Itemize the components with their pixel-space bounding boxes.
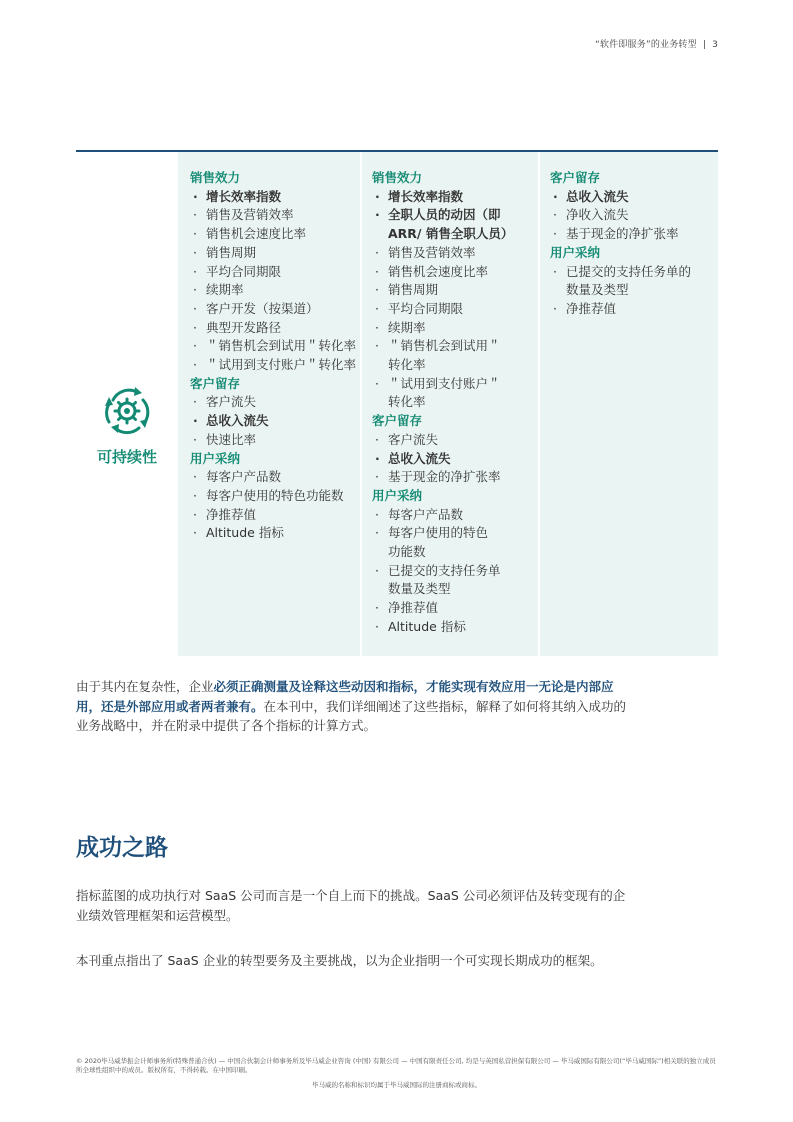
- metric-text: 总收入流失: [388, 450, 451, 466]
- bullet-icon: ·: [375, 469, 379, 485]
- bullet-icon: ·: [193, 413, 198, 429]
- metric-item: [372, 263, 538, 282]
- bullet-icon: ·: [193, 244, 197, 260]
- metric-text: 客户流失: [388, 431, 439, 447]
- body-paragraph-1: 指标蓝图的成功执行对 SaaS 公司而言是一个自上而下的挑战。SaaS 公司必须评估及转变现有的企业绩效管理框架和运营模型。: [76, 888, 626, 923]
- section-title: 成功之路: [76, 835, 168, 861]
- metric-item: [372, 450, 538, 469]
- metrics-column-1: [178, 152, 360, 656]
- metric-text: 销售及营销效率: [206, 207, 294, 223]
- header-separator: |: [702, 40, 707, 50]
- metric-item: [372, 562, 538, 599]
- category-heading: 客户留存: [190, 375, 241, 391]
- bullet-icon: ·: [375, 244, 379, 260]
- metric-text-continued: 数量及类型: [388, 581, 451, 597]
- metric-text: ＂试用到支付账户＂转化率: [206, 357, 357, 373]
- metric-item: [372, 468, 538, 487]
- metric-text: 总收入流失: [206, 413, 269, 429]
- bullet-icon: ·: [375, 562, 379, 578]
- metric-text: 平均合同期限: [388, 300, 464, 316]
- footer-legal: © 2020毕马威华振会计师事务所(特殊普通合伙) — 中国合伙制会计师事务所及毕马威企业咨询 (中国) 有限公司 — 中国有限责任公司, 均是与英国私营担保有限公司 — 毕马威国际有限公司(“毕马威国际”)相关联的独立成员所全球性组织中的成员。版权所有，不得转载。在中国印刷。: [76, 1057, 716, 1074]
- metric-item: [372, 281, 538, 300]
- metric-text: 平均合同期限: [206, 263, 282, 279]
- bullet-icon: ·: [375, 375, 379, 391]
- metric-item: [190, 206, 360, 225]
- side-column: [76, 152, 178, 656]
- bullet-icon: ·: [375, 431, 379, 447]
- metric-item: [372, 319, 538, 338]
- metric-text: 增长效率指数: [206, 188, 282, 204]
- metric-text: ＂销售机会到试用＂: [388, 338, 501, 354]
- bullet-icon: ·: [375, 300, 379, 316]
- metric-item: [372, 337, 538, 374]
- bullet-icon: ·: [193, 263, 197, 279]
- bullet-icon: ·: [193, 487, 197, 503]
- metric-text: 总收入流失: [566, 188, 629, 204]
- side-label: 可持续性: [96, 447, 157, 466]
- bullet-icon: ·: [193, 357, 197, 373]
- metric-text: 续期率: [206, 282, 244, 298]
- bullet-icon: ·: [553, 188, 558, 204]
- metric-text: 净推荐值: [388, 600, 439, 616]
- metric-text: 每客户产品数: [206, 469, 282, 485]
- metric-item: [190, 506, 360, 525]
- paragraph1-tail: 在本刊中，我们详细阐述了这些指标，解释了如何将其纳入成功的业务战略中，并在附录中提供了各个指标的计算方式。: [76, 698, 627, 733]
- recycle-gear-icon: [99, 382, 155, 438]
- bullet-icon: ·: [375, 207, 380, 223]
- metric-text: 销售机会速度比率: [388, 263, 489, 279]
- metric-text: 基于现金的净扩张率: [566, 226, 679, 242]
- metric-item: [372, 431, 538, 450]
- bullet-icon: ·: [193, 506, 197, 522]
- metric-text: Altitude 指标: [206, 525, 284, 541]
- metric-item: [190, 188, 360, 207]
- bullet-icon: ·: [553, 300, 557, 316]
- metrics-column-3: [540, 152, 718, 656]
- bullet-icon: ·: [375, 618, 379, 634]
- body-paragraph-2: 本刊重点指出了 SaaS 企业的转型要务及主要挑战，以为企业指明一个可实现长期成功的框架。: [76, 953, 603, 968]
- metric-text: 净推荐值: [566, 300, 617, 316]
- bullet-icon: ·: [193, 319, 197, 335]
- metric-item: [372, 188, 538, 207]
- intro-paragraph: [76, 677, 636, 736]
- category-heading: 客户留存: [550, 170, 601, 185]
- bullet-icon: ·: [375, 450, 380, 466]
- metric-item: [190, 356, 360, 375]
- category-heading: 销售效力: [190, 170, 241, 185]
- bullet-icon: ·: [375, 319, 379, 335]
- metric-text-continued: 转化率: [388, 357, 426, 373]
- metric-item: [550, 225, 718, 244]
- paragraph1-highlight: 必须正确测量及诠释这些动因和指标，才能实现有效应用一无论是内部应用，还是外部应用或者两者兼有。: [76, 679, 614, 714]
- bullet-icon: ·: [193, 226, 197, 242]
- bullet-icon: ·: [375, 506, 379, 522]
- metric-text: 客户流失: [206, 394, 257, 410]
- metric-text: ＂试用到支付账户＂: [388, 375, 501, 391]
- metric-item: [190, 487, 360, 506]
- metric-text: 典型开发路径: [206, 319, 282, 335]
- metric-item: [372, 506, 538, 525]
- bullet-icon: ·: [193, 431, 197, 447]
- metric-item: [190, 225, 360, 244]
- metric-text: 每客户产品数: [388, 506, 464, 522]
- bullet-icon: ·: [193, 188, 198, 204]
- metric-text-continued: 转化率: [388, 394, 426, 410]
- bullet-icon: ·: [193, 394, 197, 410]
- metric-text-continued: 数量及类型: [566, 282, 629, 298]
- metric-text-continued: ARR/ 销售全职人员）: [388, 226, 514, 242]
- metric-text: 快速比率: [206, 431, 257, 447]
- metric-item: [190, 300, 360, 319]
- metric-item: [190, 412, 360, 431]
- bullet-icon: ·: [375, 525, 379, 541]
- metric-text: 增长效率指数: [388, 188, 464, 204]
- metric-item: [190, 319, 360, 338]
- metric-text: Altitude 指标: [388, 618, 466, 634]
- metric-text: 客户开发（按渠道）: [206, 300, 319, 316]
- category-heading: 用户采纳: [372, 487, 423, 503]
- bullet-icon: ·: [193, 469, 197, 485]
- metric-item: [372, 599, 538, 618]
- metric-item: [190, 468, 360, 487]
- metric-text: 已提交的支持任务单的: [566, 263, 692, 279]
- metric-item: [190, 263, 360, 282]
- bullet-icon: ·: [193, 338, 197, 354]
- bullet-icon: ·: [375, 263, 379, 279]
- metric-item: [372, 375, 538, 412]
- bullet-icon: ·: [375, 338, 379, 354]
- category-heading: 客户留存: [372, 413, 423, 429]
- metric-item: [190, 524, 360, 543]
- page-number: 3: [712, 40, 718, 50]
- metric-item: [190, 281, 360, 300]
- metric-text-continued: 功能数: [388, 544, 426, 560]
- bullet-icon: ·: [553, 207, 557, 223]
- metric-text: 已提交的支持任务单: [388, 562, 501, 578]
- metric-text: 每客户使用的特色功能数: [206, 487, 344, 503]
- metric-text: 净收入流失: [566, 207, 629, 223]
- header-title: “软件即服务”的业务转型: [595, 40, 697, 50]
- metric-item: [550, 188, 718, 207]
- metric-item: [372, 300, 538, 319]
- bullet-icon: ·: [375, 600, 379, 616]
- metric-text: 每客户使用的特色: [388, 525, 489, 541]
- bullet-icon: ·: [553, 226, 557, 242]
- metric-text: 销售及营销效率: [388, 244, 476, 260]
- category-heading: 销售效力: [372, 170, 423, 185]
- bullet-icon: ·: [375, 282, 379, 298]
- metric-text: 全职人员的动因（即: [388, 207, 501, 223]
- metric-text: ＂销售机会到试用＂转化率: [206, 338, 357, 354]
- metric-item: [190, 393, 360, 412]
- bullet-icon: ·: [553, 263, 557, 279]
- metric-text: 销售机会速度比率: [206, 226, 307, 242]
- metric-item: [372, 244, 538, 263]
- metric-text: 销售周期: [206, 244, 257, 260]
- metric-text: 净推荐值: [206, 506, 257, 522]
- metric-text: 销售周期: [388, 282, 439, 298]
- page-header: [595, 37, 718, 50]
- metric-item: [190, 337, 360, 356]
- bullet-icon: ·: [193, 207, 197, 223]
- metric-item: [190, 431, 360, 450]
- bullet-icon: ·: [193, 282, 197, 298]
- metric-item: [190, 244, 360, 263]
- metric-item: [550, 206, 718, 225]
- bullet-icon: ·: [193, 300, 197, 316]
- category-heading: 用户采纳: [550, 244, 601, 260]
- paragraph1-lead: 由于其内在复杂性，企业: [76, 679, 214, 694]
- bullet-icon: ·: [193, 525, 197, 541]
- metric-text: 基于现金的净扩张率: [388, 469, 501, 485]
- metrics-table: [76, 150, 718, 656]
- metrics-column-2: [362, 152, 538, 656]
- metric-item: [372, 524, 538, 561]
- bullet-icon: ·: [375, 188, 380, 204]
- metric-item: [372, 206, 538, 243]
- footer-trademark: 毕马威的名称和标识均属于毕马威国际的注册商标或商标。: [312, 1081, 481, 1089]
- metric-item: [550, 300, 718, 319]
- metric-text: 续期率: [388, 319, 426, 335]
- metric-item: [372, 618, 538, 637]
- category-heading: 用户采纳: [190, 450, 241, 466]
- metric-item: [550, 263, 718, 300]
